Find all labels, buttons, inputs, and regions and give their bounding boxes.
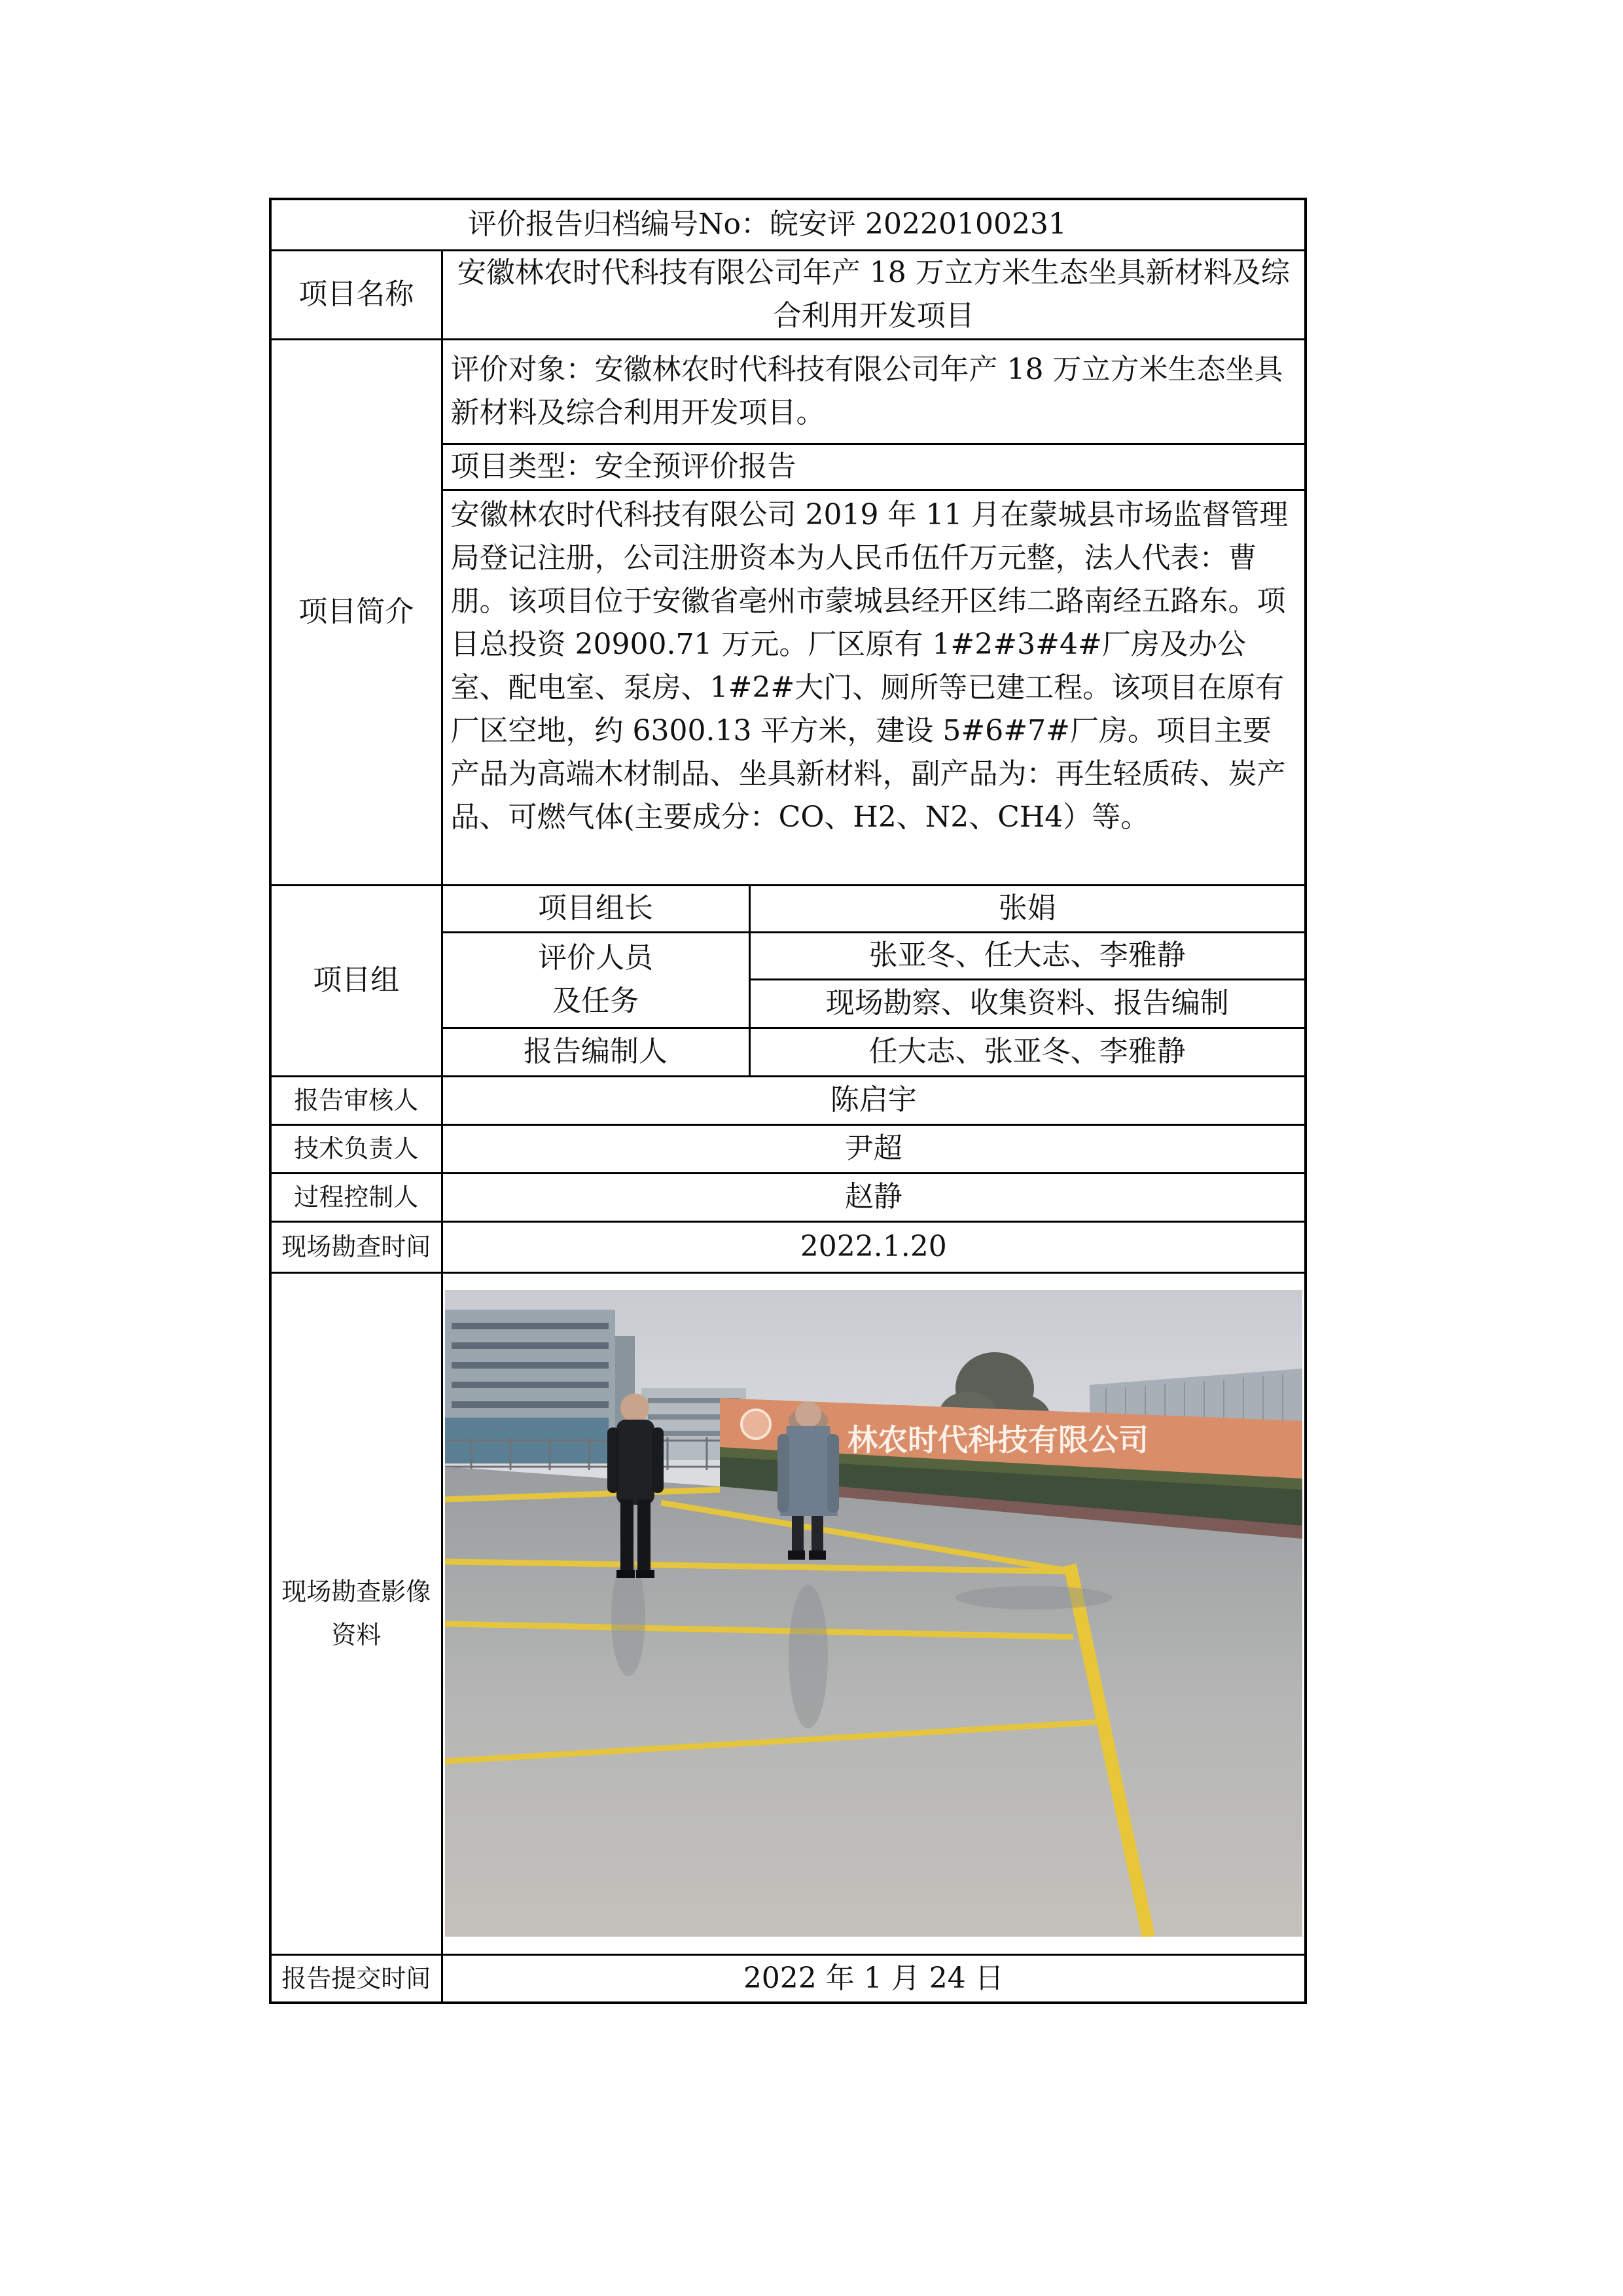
submit-time-label: 报告提交时间 xyxy=(270,1954,442,2003)
evaluators-label-line-1: 评价人员 xyxy=(538,941,653,975)
report-authors: 任大志、张亚冬、李雅静 xyxy=(749,1028,1306,1076)
tech-lead-label: 技术负责人 xyxy=(270,1124,442,1173)
process-controller: 赵静 xyxy=(442,1173,1306,1221)
survey-photo-label-line-1: 现场勘查影像 xyxy=(281,1577,431,1606)
sign-text: 林农时代科技有限公司 xyxy=(847,1422,1149,1458)
tech-lead: 尹超 xyxy=(442,1124,1306,1173)
evaluation-object: 评价对象：安徽林农时代科技有限公司年产 18 万立方米生态坐具新材料及综合利用开发项目。 xyxy=(442,339,1306,444)
project-description: 安徽林农时代科技有限公司 2019 年 11 月在蒙城县市场监督管理局登记注册，公司注册资本为人民币伍仟万元整，法人代表：曹朋。该项目位于安徽省亳州市蒙城县经开区纬二路南经五路东。项目总投资 20900.71 万元。厂区原有 1#2#3#4#厂房及办公室、配电室、泵房、1#2#大门、厕所等已建工程。该项目在原有厂区空地，约 6300.13 平方米，建设 5#6#7#厂房。项目主要产品为高端木材制品、坐具新材料，副产品为：再生轻质砖、炭产品、可燃气体(主要成分：CO、H2、N2、CH4）等。 xyxy=(442,490,1306,885)
evaluation-report-form xyxy=(269,198,1304,2004)
reviewer-label: 报告审核人 xyxy=(270,1076,442,1124)
project-intro-label: 项目简介 xyxy=(270,339,442,885)
evaluator-tasks: 现场勘察、收集资料、报告编制 xyxy=(749,979,1306,1028)
project-name-value: 安徽林农时代科技有限公司年产 18 万立方米生态坐具新材料及综合利用开发项目 xyxy=(442,250,1306,339)
survey-photo-label xyxy=(270,1272,442,1954)
project-type: 项目类型：安全预评价报告 xyxy=(442,444,1306,490)
archive-number: 皖安评 20220100231 xyxy=(770,207,1067,242)
survey-time: 2022.1.20 xyxy=(442,1221,1306,1272)
evaluators-label-line-2: 及任务 xyxy=(552,984,639,1018)
archive-number-row xyxy=(270,199,1306,250)
survey-photo-label-line-2: 资料 xyxy=(331,1621,382,1649)
submit-time: 2022 年 1 月 24 日 xyxy=(442,1954,1306,2003)
site-survey-photo xyxy=(445,1290,1302,1937)
evaluators: 张亚冬、任大志、李雅静 xyxy=(749,932,1306,979)
archive-label: 评价报告归档编号 xyxy=(468,207,698,242)
report-authors-label: 报告编制人 xyxy=(442,1028,749,1076)
survey-time-label: 现场勘查时间 xyxy=(270,1221,442,1272)
project-name-label: 项目名称 xyxy=(270,250,442,339)
team-leader-label: 项目组长 xyxy=(442,885,749,932)
survey-photo-cell xyxy=(442,1272,1306,1954)
archive-no-label: No： xyxy=(698,207,770,242)
process-controller-label: 过程控制人 xyxy=(270,1173,442,1221)
team-leader: 张娟 xyxy=(749,885,1306,932)
reviewer: 陈启宇 xyxy=(442,1076,1306,1124)
form-table xyxy=(269,198,1307,2004)
evaluators-label xyxy=(442,932,749,1028)
project-team-label: 项目组 xyxy=(270,885,442,1076)
